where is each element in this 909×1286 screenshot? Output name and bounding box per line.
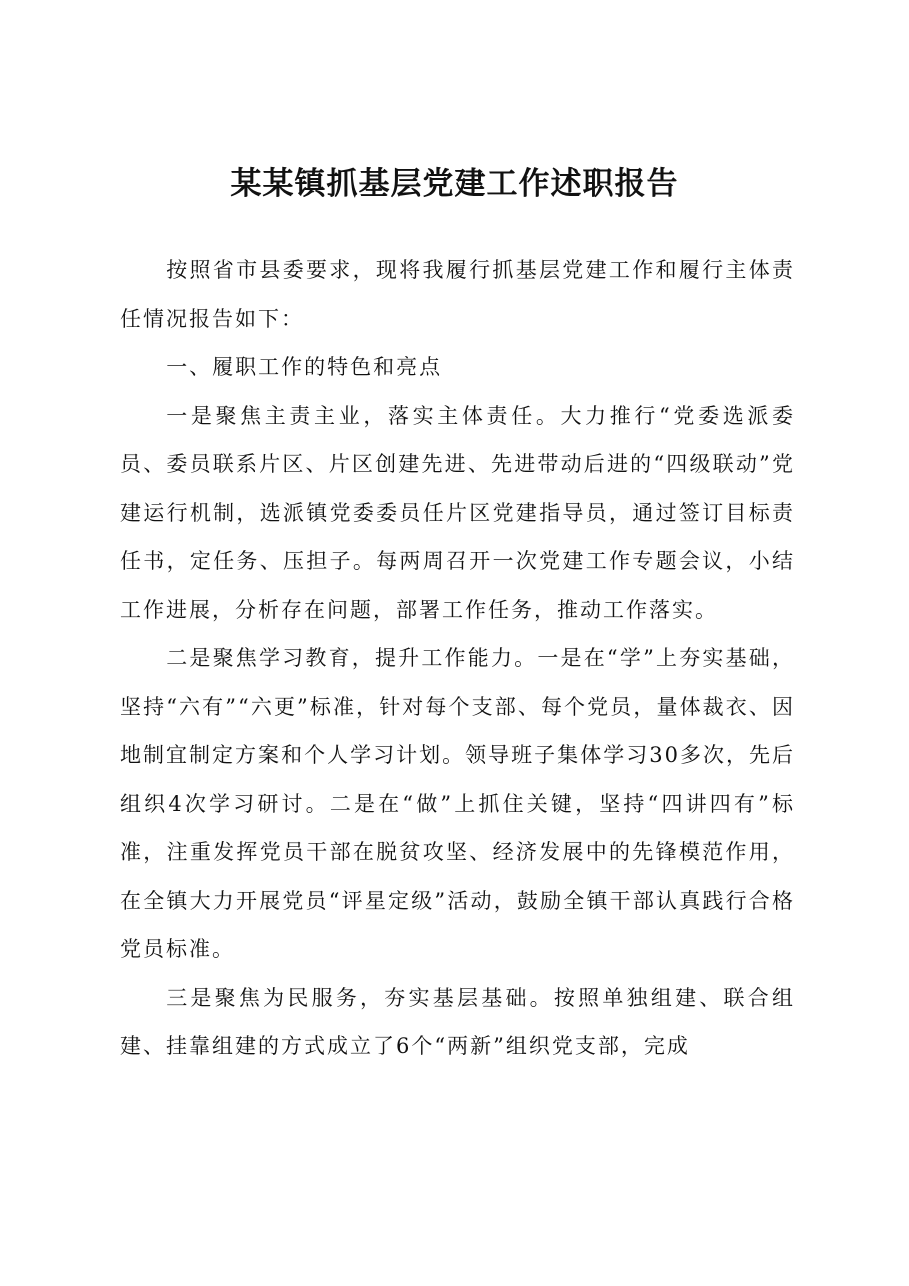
- paragraph-point-1: 一是聚焦主责主业，落实主体责任。大力推行“党委选派委员、委员联系片区、片区创建先进、先进带动后进的“四级联动”党建运行机制，选派镇党委委员任片区党建指导员，通过签订目标责任书，定任务、压担子。每两周召开一次党建工作专题会议，小结工作进展，分析存在问题，部署工作任务，推动工作落实。: [120, 403, 795, 622]
- document-title: 某某镇抓基层党建工作述职报告: [230, 166, 679, 202]
- paragraph-point-2: 二是聚焦学习教育，提升工作能力。一是在“学”上夯实基础，坚持“六有”“六更”标准，针对每个支部、每个党员，量体裁衣、因地制宜制定方案和个人学习计划。领导班子集体学习30多次，先后组织4次学习研讨。二是在“做”上抓住关键，坚持“四讲四有”标准，注重发挥党员干部在脱贫攻坚、经济发展中的先锋模范作用，在全镇大力开展党员“评星定级”活动，鼓励全镇干部认真践行合格党员标准。: [120, 646, 795, 961]
- paragraph-intro: 按照省市县委要求，现将我履行抓基层党建工作和履行主体责任情况报告如下：: [120, 258, 795, 331]
- document-body: [120, 246, 795, 1071]
- paragraph-point-3: 三是聚焦为民服务，夯实基层基础。按照单独组建、联合组建、挂靠组建的方式成立了6个“两新”组织党支部，完成: [120, 985, 795, 1058]
- section-heading-1: 一、履职工作的特色和亮点: [166, 355, 443, 379]
